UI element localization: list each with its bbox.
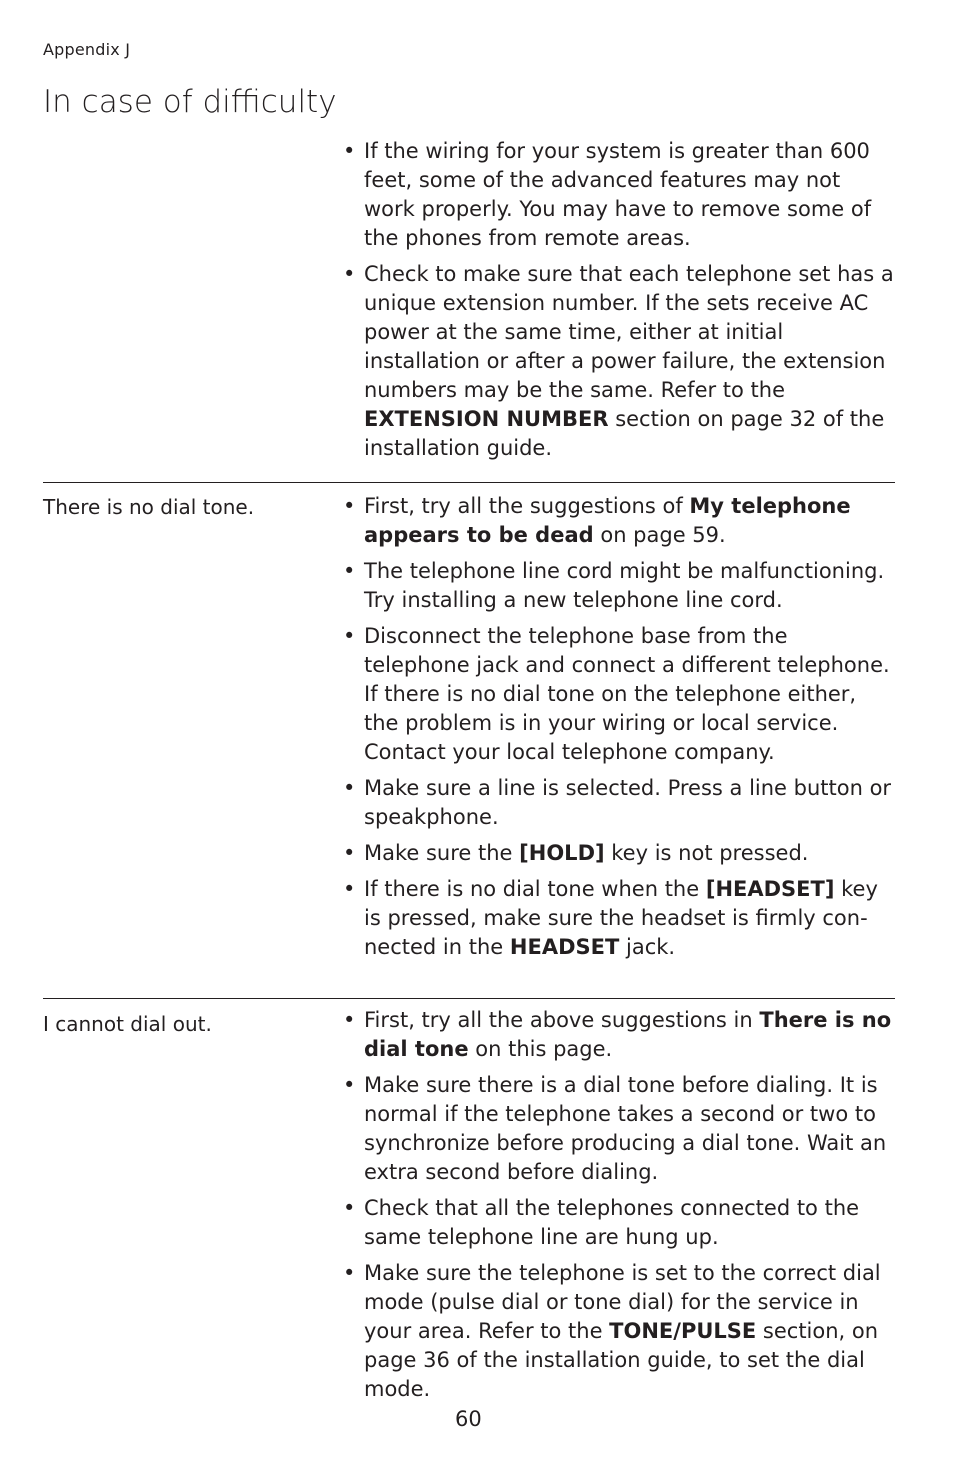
item-emphasis: EXTENSION NUMBER <box>364 407 609 431</box>
problem-label: I cannot dial out. <box>43 1012 212 1036</box>
list-item <box>343 774 895 832</box>
list-item <box>343 1194 895 1252</box>
item-text: Make sure the <box>364 841 520 865</box>
item-text: jack. <box>619 935 676 959</box>
list-item <box>343 1259 895 1404</box>
item-emphasis: My telephone appears to be dead <box>364 494 851 547</box>
list-item <box>343 137 895 253</box>
list-item <box>343 875 895 962</box>
running-header: Appendix J <box>43 40 131 59</box>
item-emphasis: HEADSET <box>509 935 620 959</box>
item-text: If there is no dial tone when the <box>364 877 706 901</box>
item-text: Make sure the telephone is set to the correct dial mode (pulse dial or tone dial) for the service in your area. Refer to the <box>364 1261 881 1343</box>
solution-list <box>343 1006 895 1411</box>
item-emphasis: [HEADSET] <box>705 877 835 901</box>
list-item <box>343 492 895 550</box>
section-cannot-dial-out <box>43 998 895 1404</box>
list-item <box>343 622 895 767</box>
item-text: key is pressed, make sure the headset is firmly con-nected in the <box>364 877 878 959</box>
list-item <box>343 557 895 615</box>
item-text: The telephone line cord might be malfunctioning. Try installing a new telephone line cord. <box>364 559 885 612</box>
item-text: Check to make sure that each telephone set has a unique extension number. If the sets receive AC power at the same time, either at initial installation or after a power failure, the extension numbers may be the same. Refer to the <box>364 262 894 402</box>
solution-list <box>343 137 895 470</box>
item-text: If the wiring for your system is greater than 600 feet, some of the advanced features may not work properly. You may have to remove some of the phones from remote areas. <box>364 139 872 250</box>
list-item <box>343 260 895 463</box>
item-emphasis: TONE/PULSE <box>609 1319 757 1343</box>
page-number: 60 <box>455 1407 482 1431</box>
page-title: In case of difficulty <box>43 84 337 120</box>
item-text: First, try all the above suggestions in <box>364 1008 760 1032</box>
list-item <box>343 839 895 868</box>
solution-list <box>343 492 895 969</box>
item-text: on page 59. <box>593 523 726 547</box>
item-text: section, on page 36 of the installation guide, to set the dial mode. <box>364 1319 879 1401</box>
item-text: section on page 32 of the installation guide. <box>364 407 885 460</box>
item-text: on this page. <box>468 1037 613 1061</box>
section-no-dial-tone <box>43 482 895 995</box>
item-emphasis: [HOLD] <box>519 841 605 865</box>
list-item <box>343 1071 895 1187</box>
item-text: Disconnect the telephone base from the telephone jack and connect a different telephone. If there is no dial tone on the telephone either, the problem is in your wiring or local service. Contact your local telephone company. <box>364 624 890 764</box>
problem-label: There is no dial tone. <box>43 495 255 519</box>
item-text: First, try all the suggestions of <box>364 494 690 518</box>
list-item <box>343 1006 895 1064</box>
item-text: Check that all the telephones connected to the same telephone line are hung up. <box>364 1196 860 1249</box>
item-text: Make sure a line is selected. Press a line button or speakphone. <box>364 776 892 829</box>
section-continued <box>43 137 895 477</box>
item-emphasis: There is no dial tone <box>364 1008 892 1061</box>
item-text: key is not pressed. <box>604 841 809 865</box>
item-text: Make sure there is a dial tone before dialing. It is normal if the telephone takes a second or two to synchronize before producing a dial tone. Wait an extra second before dialing. <box>364 1073 887 1184</box>
